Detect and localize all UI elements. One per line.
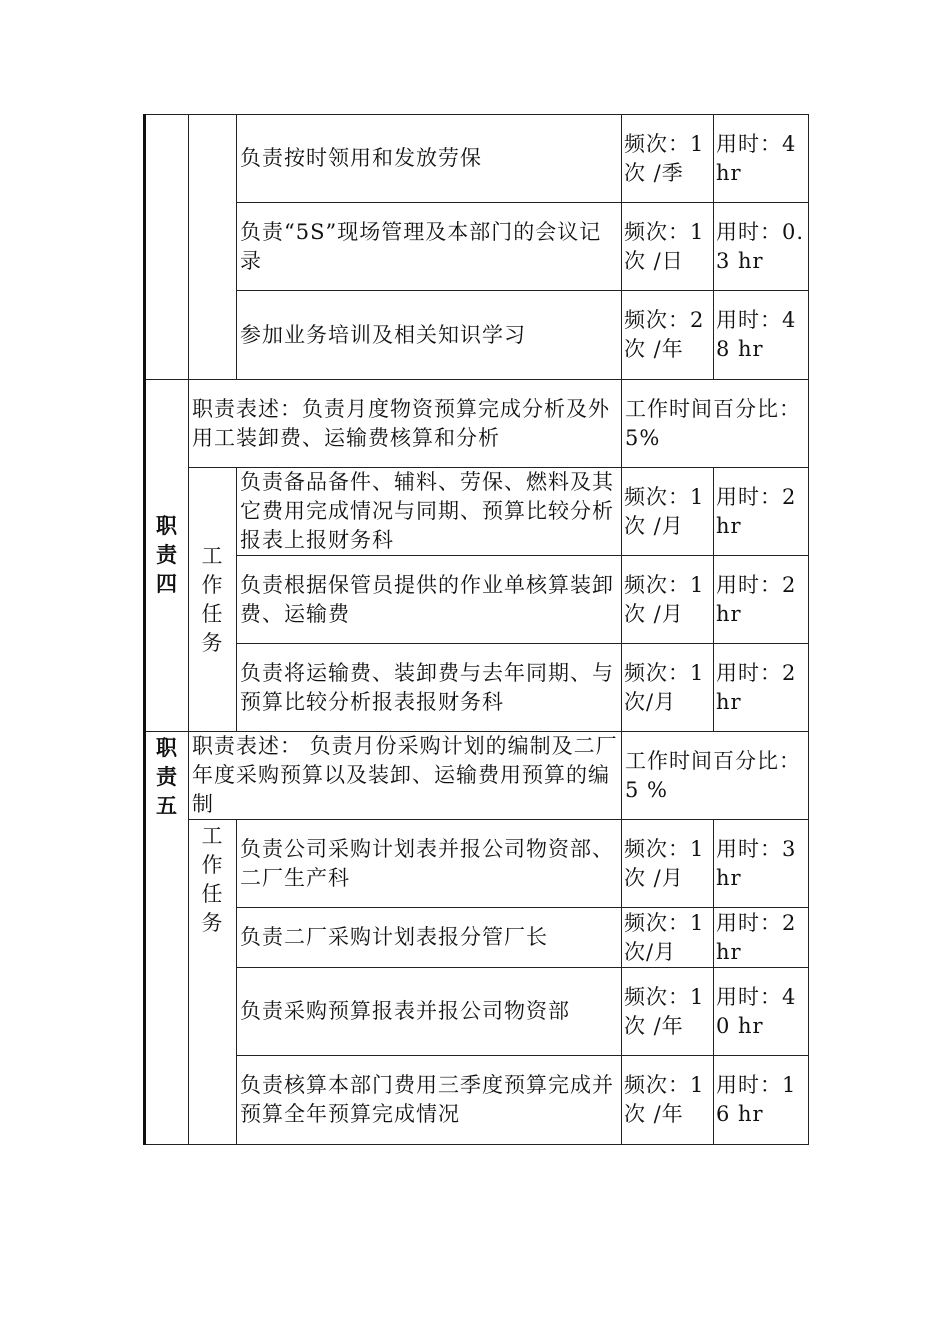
task-cell: 负责按时领用和发放劳保 (237, 115, 622, 203)
task-cell: 负责公司采购计划表并报公司物资部、二厂生产科 (237, 820, 622, 908)
frequency-cell: 频次：1 次 /日 (622, 203, 714, 291)
table-row (145, 203, 809, 291)
duty-table (143, 114, 809, 1145)
frequency-cell: 频次：1 次 /季 (622, 115, 714, 203)
table-row (145, 380, 809, 468)
frequency-cell: 频次：1 次 /月 (622, 556, 714, 644)
time-cell: 用时：2 hr (714, 468, 809, 556)
duty-description: 职责表述： 负责月份采购计划的编制及二厂年度采购预算以及装卸、运输费用预算的编制 (189, 732, 622, 820)
table-row (145, 291, 809, 380)
time-cell: 用时：2 hr (714, 644, 809, 732)
table-row (145, 908, 809, 968)
frequency-cell: 频次：1 次 /月 (622, 820, 714, 908)
task-cell: 负责二厂采购计划表报分管厂长 (237, 908, 622, 968)
frequency-cell: 频次：2 次 /年 (622, 291, 714, 380)
time-cell: 用时：2 hr (714, 908, 809, 968)
table-row (145, 556, 809, 644)
frequency-cell: 频次：1次/月 (622, 908, 714, 968)
frequency-cell: 频次：1 次 /年 (622, 968, 714, 1056)
duty-title: 职责四 (145, 380, 189, 732)
time-cell: 用时：0.3 hr (714, 203, 809, 291)
table-row (145, 732, 809, 820)
table-row (145, 644, 809, 732)
table-row (145, 1056, 809, 1145)
task-label: 工作任务 (189, 820, 237, 1145)
task-cell: 负责“5S”现场管理及本部门的会议记录 (237, 203, 622, 291)
task-cell: 负责将运输费、装卸费与去年同期、与预算比较分析报表报财务科 (237, 644, 622, 732)
time-cell: 用时：3 hr (714, 820, 809, 908)
duty-title-cell-empty (145, 115, 189, 380)
task-cell: 负责采购预算报表并报公司物资部 (237, 968, 622, 1056)
duty-title: 职责五 (145, 732, 189, 1145)
frequency-cell: 频次：1 次 /年 (622, 1056, 714, 1145)
task-cell: 负责核算本部门费用三季度预算完成并预算全年预算完成情况 (237, 1056, 622, 1145)
task-label-cell-empty (189, 115, 237, 380)
task-cell: 负责根据保管员提供的作业单核算装卸费、运输费 (237, 556, 622, 644)
table-row (145, 468, 809, 556)
duty-description: 职责表述：负责月度物资预算完成分析及外用工装卸费、运输费核算和分析 (189, 380, 622, 468)
table-row (145, 968, 809, 1056)
table-row (145, 115, 809, 203)
frequency-cell: 频次：1 次 /月 (622, 468, 714, 556)
table-row (145, 820, 809, 908)
task-label: 工作任务 (189, 468, 237, 732)
task-cell: 负责备品备件、辅料、劳保、燃料及其它费用完成情况与同期、预算比较分析报表上报财务科 (237, 468, 622, 556)
task-cell: 参加业务培训及相关知识学习 (237, 291, 622, 380)
time-cell: 用时：48 hr (714, 291, 809, 380)
time-cell: 用时：2 hr (714, 556, 809, 644)
time-percentage: 工作时间百分比： 5% (622, 380, 809, 468)
time-cell: 用时：16 hr (714, 1056, 809, 1145)
time-percentage: 工作时间百分比：5 % (622, 732, 809, 820)
time-cell: 用时：4 hr (714, 115, 809, 203)
frequency-cell: 频次：1次/月 (622, 644, 714, 732)
time-cell: 用时：40 hr (714, 968, 809, 1056)
